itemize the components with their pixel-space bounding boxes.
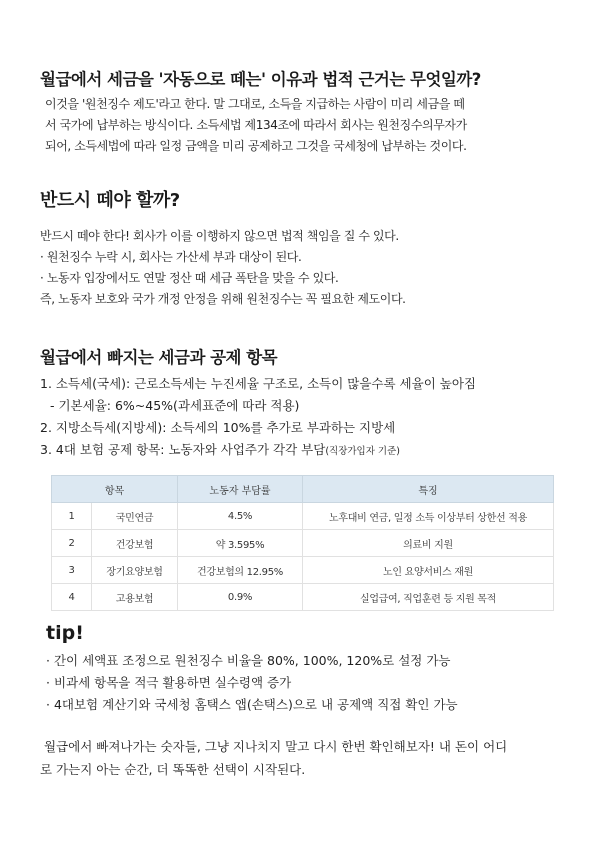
insurance-table [51, 475, 554, 611]
table-header-rate: 노동자 부담률 [178, 476, 303, 503]
paragraph-line: 되어, 소득세법에 따라 일정 금액을 미리 공제하고 그것을 국세청에 납부하는 것이다. [45, 139, 467, 153]
table-cell-rate: 건강보험의 12.95% [178, 557, 303, 584]
table-row [52, 530, 554, 557]
section-body-deductions [40, 373, 476, 463]
table-header-row [52, 476, 554, 503]
section-title-deductions: 월급에서 빠지는 세금과 공제 항목 [40, 348, 278, 367]
bullet-item: · 노동자 입장에서도 연말 정산 때 세금 폭탄을 맞을 수 있다. [40, 271, 339, 285]
table-cell-feature: 실업급여, 직업훈련 등 지원 목적 [303, 584, 554, 611]
paragraph-line: 즉, 노동자 보호와 국가 개정 안정을 위해 원천징수는 꼭 필요한 제도이다. [40, 292, 406, 306]
tip-item: · 4대보험 계산기와 국세청 홈택스 앱(손택스)으로 내 공제액 직접 확인 가능 [46, 697, 458, 712]
table-cell-feature: 노후대비 연금, 일정 소득 이상부터 상한선 적용 [303, 503, 554, 530]
section-body-withholding-reason [45, 94, 467, 157]
table-cell-item: 건강보험 [92, 530, 178, 557]
tip-item: · 비과세 항목을 적극 활용하면 실수령액 증가 [46, 675, 292, 690]
paragraph-line: 반드시 떼야 한다! 회사가 이를 이행하지 않으면 법적 책임을 질 수 있다. [40, 229, 399, 243]
table-cell-item: 장기요양보험 [92, 557, 178, 584]
table-cell-no: 3 [52, 557, 92, 584]
table-header-item: 항목 [52, 476, 178, 503]
table-cell-item: 고용보험 [92, 584, 178, 611]
tip-item: · 간이 세액표 조정으로 원천징수 비율을 80%, 100%, 120%로 설정 가능 [46, 653, 451, 668]
section-title-withholding-reason: 월급에서 세금을 '자동으로 떼는' 이유과 법적 근거는 무엇일까? [40, 70, 481, 89]
paragraph-line: 서 국가에 납부하는 방식이다. 소득세법 제134조에 따라서 회사는 원천징수의무자가 [45, 118, 467, 132]
list-item-insurance-text: 3. 4대 보험 공제 항목: 노동자와 사업주가 각각 부담 [40, 442, 326, 457]
closing-line: 월급에서 빠져나가는 숫자들, 그냥 지나치지 말고 다시 한번 확인해보자! 내 돈이 어디 [40, 739, 508, 754]
closing-paragraph [40, 735, 507, 781]
table-cell-no: 4 [52, 584, 92, 611]
list-item-income-tax: 1. 소득세(국세): 근로소득세는 누진세율 구조로, 소득이 많을수록 세율이 높아짐 [40, 376, 476, 391]
section-body-must-withhold [40, 226, 406, 310]
table-cell-no: 2 [52, 530, 92, 557]
table-cell-rate: 약 3.595% [178, 530, 303, 557]
table-row [52, 557, 554, 584]
table-cell-item: 국민연금 [92, 503, 178, 530]
tip-title: tip! [46, 622, 84, 644]
list-subitem-basic-rate: - 기본세율: 6%~45%(과세표준에 따라 적용) [50, 398, 300, 413]
table-row [52, 503, 554, 530]
table-cell-rate: 0.9% [178, 584, 303, 611]
table-cell-rate: 4.5% [178, 503, 303, 530]
table-row [52, 584, 554, 611]
table-cell-feature: 노인 요양서비스 재원 [303, 557, 554, 584]
table-cell-feature: 의료비 지원 [303, 530, 554, 557]
closing-line: 로 가는지 아는 순간, 더 똑똑한 선택이 시작된다. [40, 762, 306, 777]
list-item-insurance [40, 439, 476, 463]
table-cell-no: 1 [52, 503, 92, 530]
tip-list [46, 650, 458, 716]
paragraph-line: 이것을 '원천징수 제도'라고 한다. 말 그대로, 소득을 지급하는 사람이 미리 세금을 떼 [45, 97, 465, 111]
bullet-item: · 원천징수 누락 시, 회사는 가산세 부과 대상이 된다. [40, 250, 302, 264]
section-title-must-withhold: 반드시 떼야 할까? [40, 190, 180, 211]
list-item-local-tax: 2. 지방소득세(지방세): 소득세의 10%를 추가로 부과하는 지방세 [40, 420, 396, 435]
table-header-feature: 특징 [303, 476, 554, 503]
list-item-insurance-note: (직장가입자 기준) [325, 446, 400, 457]
